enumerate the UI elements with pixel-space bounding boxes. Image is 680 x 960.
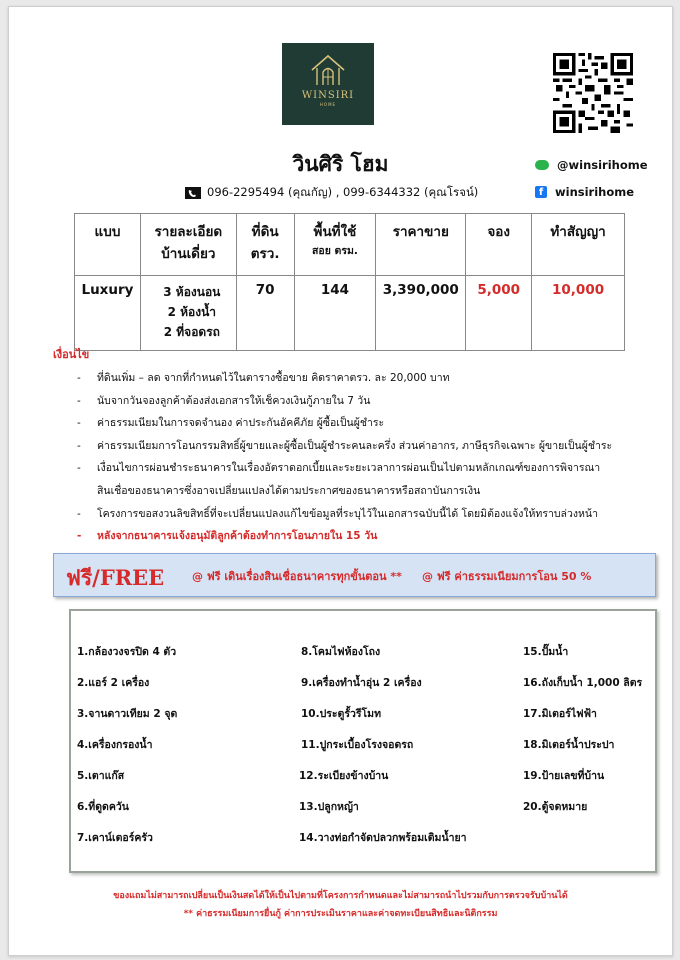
gift-item: 13.ปลูกหญ้า <box>299 801 359 813</box>
col-header-area-line2: สอย ตรม. <box>311 245 358 257</box>
qr-code[interactable] <box>553 53 633 133</box>
cell-price: 3,390,000 <box>376 276 466 351</box>
gift-item: 12.ระเบียงข้างบ้าน <box>299 770 389 782</box>
gift-item: 10.ประตูรั้วรีโมท <box>301 708 382 720</box>
line-id: @winsirihome <box>557 158 648 172</box>
cell-contract: 10,000 <box>532 276 625 351</box>
free-title: ฟรี/FREE <box>66 565 165 590</box>
footnote-fees: ** ค่าธรรมเนียมการยื่นกู้ ค่าการประเมินราคาและค่าจดทะเบียนสิทธิและนิติกรรม <box>183 909 498 919</box>
col-header-land <box>236 214 294 276</box>
condition-item: - ค่าธรรมเนียมการโอนกรรมสิทธิ์ผู้ขายและผู้ซื้อเป็นผู้ชำระคนละครึ่ง ส่วนค่าอากร, ภาษีธุรกิจเฉพาะ ผู้ขายเป็นผู้ชำระ <box>77 435 657 458</box>
col-header-price: ราคาขาย <box>376 214 466 276</box>
phone-contact <box>185 184 478 202</box>
logo-sub: HOME <box>319 102 337 107</box>
pricing-table <box>74 213 625 351</box>
condition-item: - โครงการขอสงวนลิขสิทธิ์ที่จะเปลี่ยนแปลงแก้ไขข้อมูลที่ระบุไว้ในเอกสารฉบับนี้ได้ โดยมิต้องแจ้งให้ทราบล่วงหน้า <box>77 503 657 526</box>
free-transfer-fee: @ ฟรี ค่าธรรมเนียมการโอน 50 % <box>422 570 592 583</box>
condition-item: - ที่ดินเพิ่ม – ลด จากที่กำหนดไว้ในตารางซื้อขาย คิดราคาตรว. ละ 20,000 บาท <box>77 367 657 390</box>
condition-item: - เงื่อนไขการผ่อนชำระธนาคารในเรื่องอัตราดอกเบี้ยและระยะเวลาการผ่อนเป็นไปตามหลักเกณฑ์ของการพิจารณา <box>77 457 657 480</box>
facebook-icon: f <box>535 186 547 198</box>
col-header-land-line2: ตรว. <box>250 246 280 262</box>
gift-item: 19.ป้ายเลขที่บ้าน <box>523 770 605 782</box>
col-header-area-line1: พื้นที่ใช้ <box>313 224 357 240</box>
condition-item: - ค่าธรรมเนียมในการจดจำนอง ค่าประกันอัคคีภัย ผู้ซื้อเป็นผู้ชำระ <box>77 412 657 435</box>
cell-area: 144 <box>294 276 376 351</box>
cell-land: 70 <box>236 276 294 351</box>
gift-item: 17.มิเตอร์ไฟฟ้า <box>523 708 597 720</box>
gift-item: 11.ปูกระเบื้องโรงจอดรถ <box>301 739 414 751</box>
cell-model: Luxury <box>75 276 141 351</box>
line-icon <box>535 160 549 170</box>
winsiri-logo <box>282 43 374 125</box>
detail-parking: 2 ที่จอดรถ <box>163 325 220 339</box>
line-contact[interactable] <box>535 158 648 172</box>
gift-item: 6.ที่ดูดควัน <box>77 801 129 813</box>
col-header-detail-line1: รายละเอียด <box>154 224 223 240</box>
footnote-gifts: ของแถมไม่สามารถเปลี่ยนเป็นเงินสดได้ให้เป็นไปตามที่โครงการกำหนดและไม่สามารถนำไปรวมกับการตรวจรับบ้านได้ <box>113 891 568 901</box>
gift-item: 4.เครื่องกรองน้ำ <box>77 739 153 751</box>
table-header-row <box>75 214 625 276</box>
gift-item: 15.ปั๊มน้ำ <box>523 646 569 658</box>
gift-item: 8.โคมไฟห้องโถง <box>301 646 381 658</box>
col-header-model: แบบ <box>75 214 141 276</box>
gift-item: 1.กล้องวงจรปิด 4 ตัว <box>77 646 177 658</box>
gift-item: 7.เคาน์เตอร์ครัว <box>77 832 153 844</box>
gift-item: 16.ถังเก็บน้ำ 1,000 ลิตร <box>523 677 643 689</box>
gift-item: 20.ตู้จดหมาย <box>523 801 588 813</box>
phone-icon <box>185 187 201 199</box>
conditions-list <box>77 367 657 548</box>
phone-numbers[interactable]: 096-2295494 (คุณกัญ) , 099-6344332 (คุณโรจน์) <box>207 185 479 199</box>
page-title: วินศิริ โฮม <box>292 152 389 176</box>
condition-item-transfer: - หลังจากธนาคารแจ้งอนุมัติลูกค้าต้องทำการโอนภายใน 15 วัน <box>77 525 657 548</box>
facebook-contact[interactable] <box>535 185 634 199</box>
cell-details <box>140 276 236 351</box>
col-header-booking: จอง <box>466 214 532 276</box>
free-banner <box>53 553 656 597</box>
gift-item: 18.มิเตอร์น้ำประปา <box>523 739 615 751</box>
conditions-heading: เงื่อนไข <box>53 348 90 361</box>
col-header-land-line1: ที่ดิน <box>251 224 279 240</box>
house-logo-icon <box>308 52 348 88</box>
detail-bathrooms: 2 ห้องน้ำ <box>167 305 217 319</box>
facebook-id: winsirihome <box>555 185 635 199</box>
condition-item: - นับจากวันจองลูกค้าต้องส่งเอกสารให้เช็ควงเงินกู้ภายใน 7 วัน <box>77 390 657 413</box>
cell-booking: 5,000 <box>466 276 532 351</box>
gift-item: 3.จานดาวเทียม 2 จุด <box>77 708 178 720</box>
col-header-contract: ทำสัญญา <box>532 214 625 276</box>
gift-item: 5.เตาแก๊ส <box>77 770 125 782</box>
brochure-page <box>8 6 673 956</box>
condition-item-continued: สินเชื่อของธนาคารซึ่งอาจเปลี่ยนแปลงได้ตามประกาศของธนาคารหรือสถาบันการเงิน <box>97 484 481 497</box>
col-header-detail-line2: บ้านเดี่ยว <box>161 246 216 262</box>
gift-list-box <box>69 609 657 873</box>
gift-item: 9.เครื่องทำน้ำอุ่น 2 เครื่อง <box>301 677 422 689</box>
col-header-detail <box>140 214 236 276</box>
col-header-area <box>294 214 376 276</box>
gift-item: 14.วางท่อกำจัดปลวกพร้อมเติมน้ำยา <box>299 832 467 844</box>
gift-item: 2.แอร์ 2 เครื่อง <box>77 677 150 689</box>
logo-brand-name: WINSIRI <box>301 90 355 101</box>
table-row <box>75 276 625 351</box>
detail-bedrooms: 3 ห้องนอน <box>163 285 221 299</box>
free-loan-service: @ ฟรี เดินเรื่องสินเชื่อธนาคารทุกขั้นตอน ** <box>192 570 402 583</box>
